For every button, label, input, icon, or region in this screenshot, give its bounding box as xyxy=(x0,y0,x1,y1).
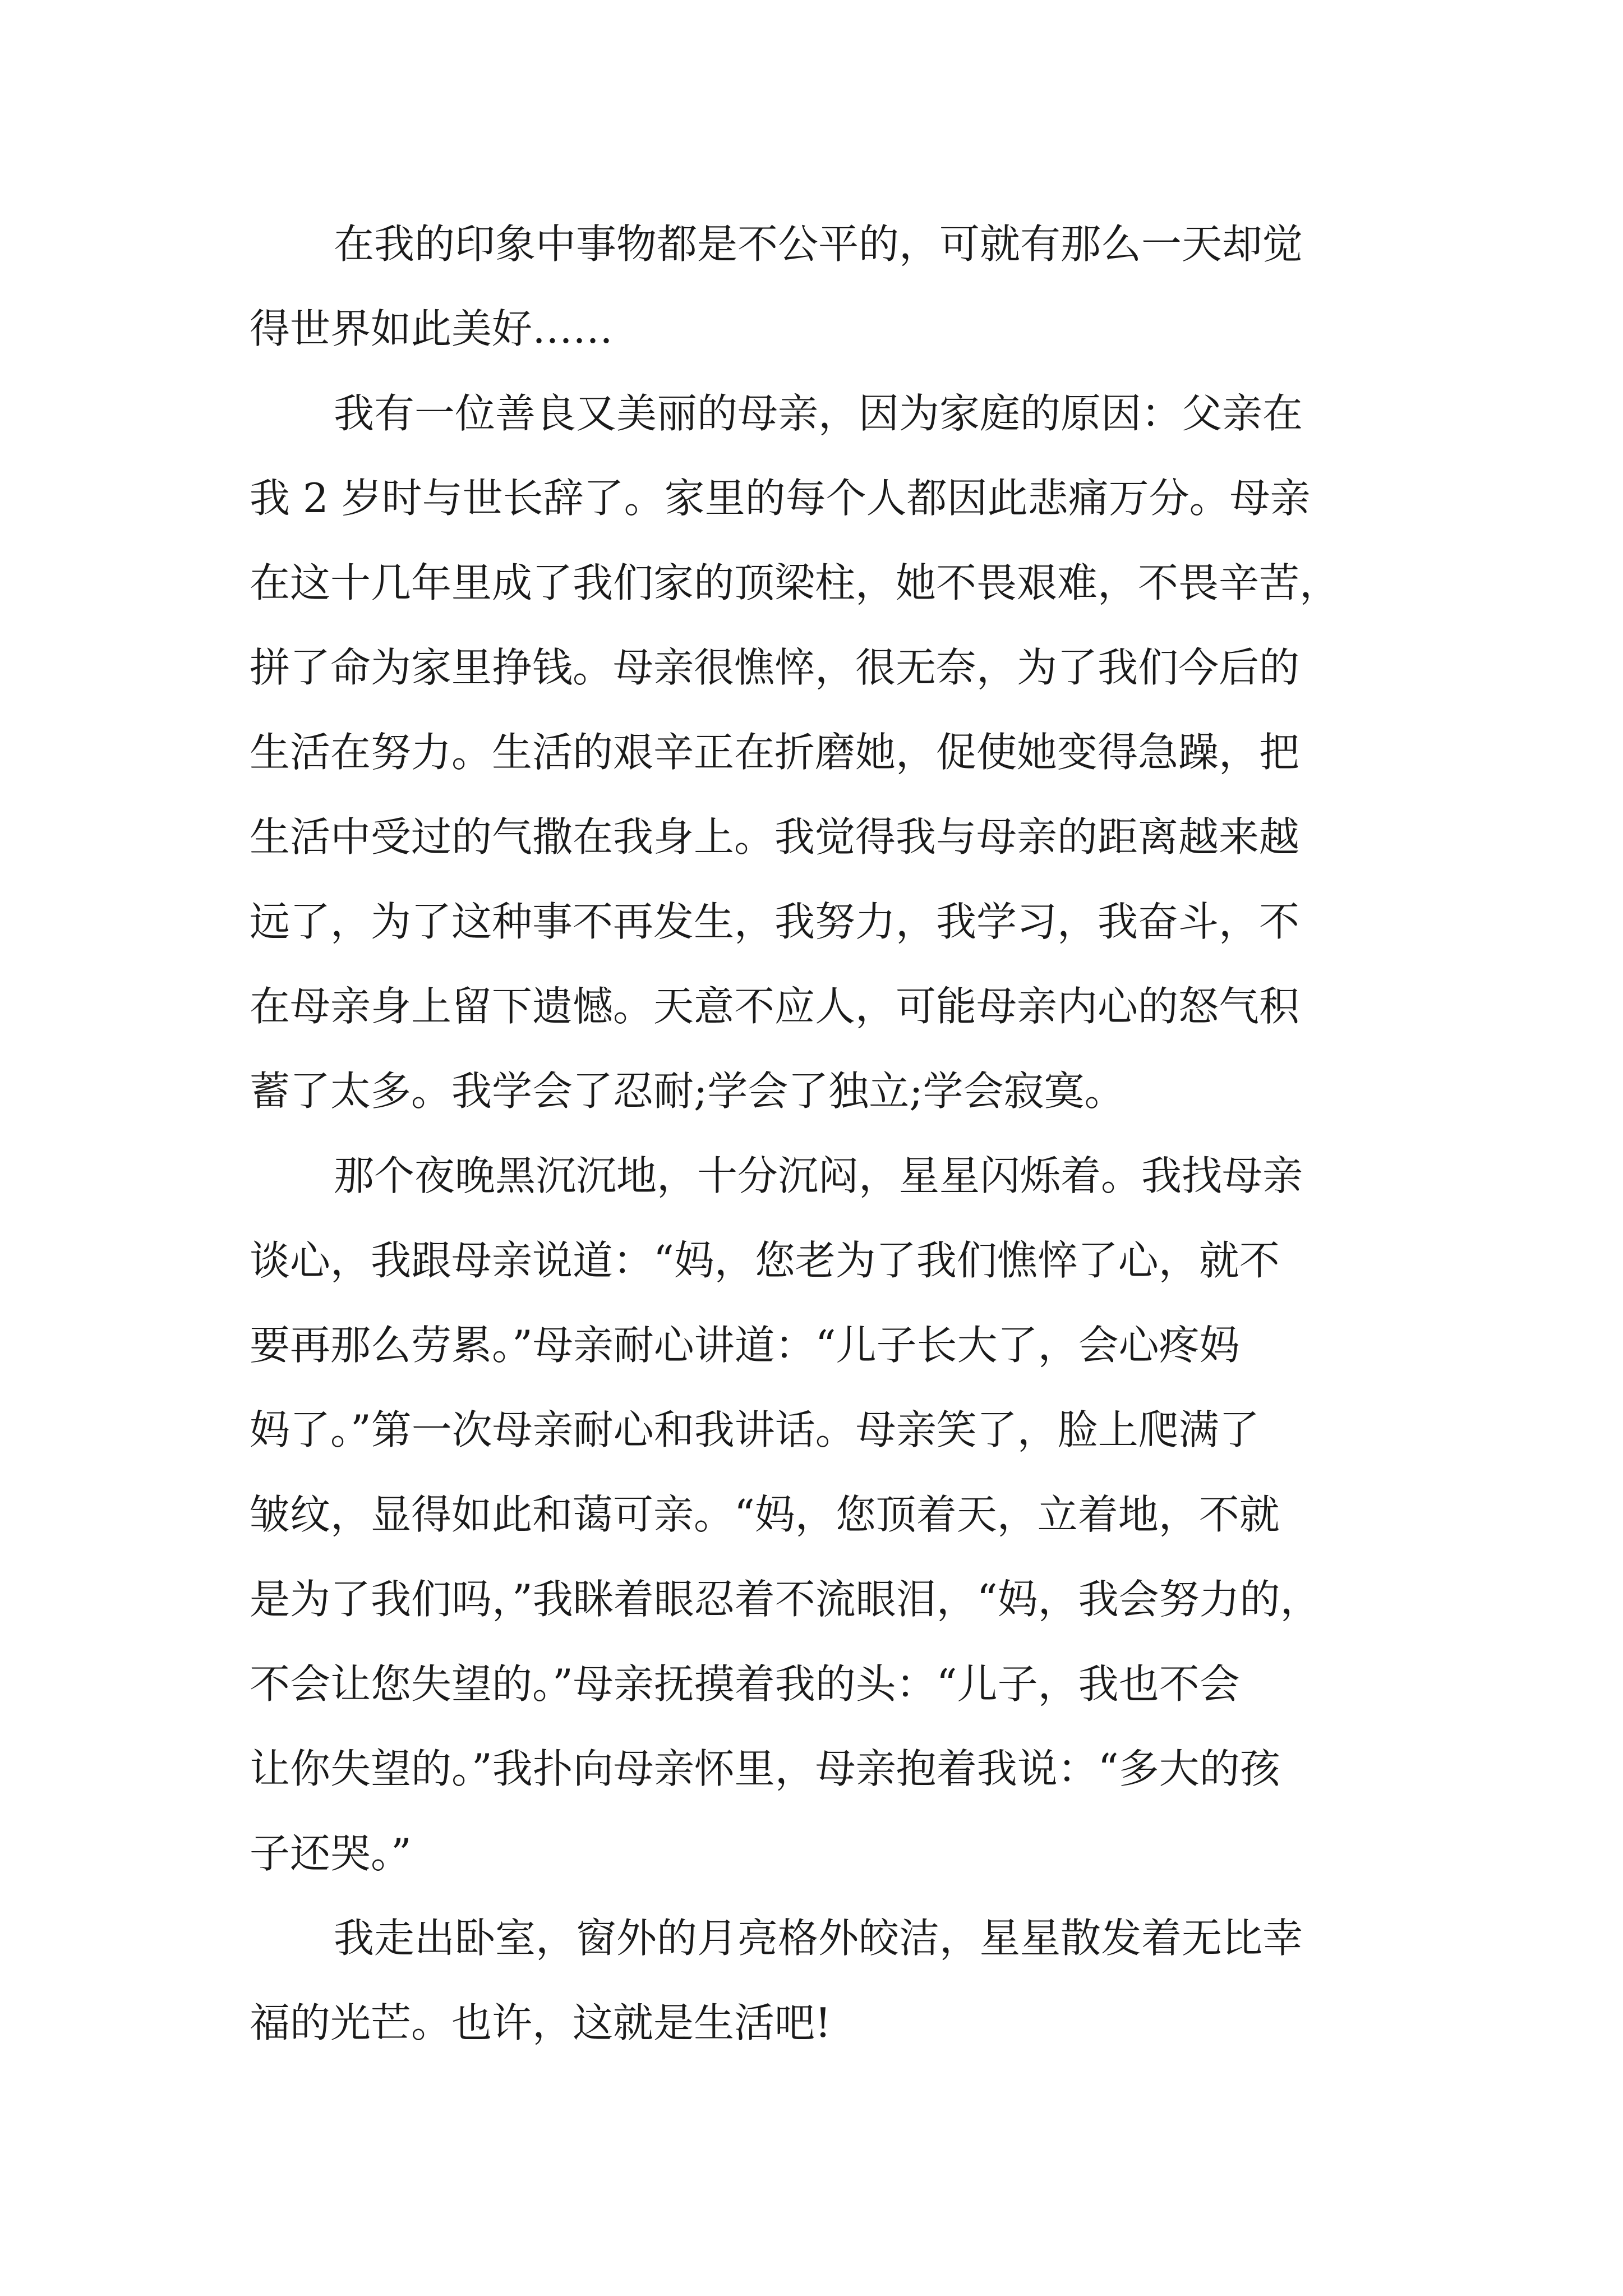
text-line: 要再那么劳累。”母亲耐心讲道：“儿子长大了，会心疼妈 xyxy=(250,1322,1240,1369)
text-line: 在我的印象中事物都是不公平的，可就有那么一天却觉 xyxy=(334,220,1303,268)
text-line: 让你失望的。”我扑向母亲怀里，母亲抱着我说：“多大的孩 xyxy=(250,1745,1280,1792)
text-line: 我走出卧室，窗外的月亮格外皎洁，星星散发着无比幸 xyxy=(334,1915,1303,1962)
text-line: 拼了命为家里挣钱。母亲很憔悴，很无奈，为了我们今后的 xyxy=(250,644,1300,691)
text-line: 生活中受过的气撒在我身上。我觉得我与母亲的距离越来越 xyxy=(250,813,1300,861)
text-line: 谈心，我跟母亲说道：“妈，您老为了我们憔悴了心，就不 xyxy=(250,1237,1280,1284)
text-line: 子还哭。” xyxy=(250,1830,412,1877)
text-line: 在这十几年里成了我们家的顶梁柱，她不畏艰难，不畏辛苦， xyxy=(250,559,1340,606)
text-line: 妈了。”第一次母亲耐心和我讲话。母亲笑了，脸上爬满了 xyxy=(250,1406,1260,1453)
text-line: 得世界如此美好…… xyxy=(250,305,614,352)
text-line: 蓄了太多。我学会了忍耐;学会了独立;学会寂寞。 xyxy=(250,1068,1125,1115)
text-line: 远了，为了这种事不再发生，我努力，我学习，我奋斗，不 xyxy=(250,898,1300,945)
text-line: 在母亲身上留下遗憾。天意不应人，可能母亲内心的怒气积 xyxy=(250,983,1300,1030)
text-line: 那个夜晚黑沉沉地，十分沉闷，星星闪烁着。我找母亲 xyxy=(334,1152,1303,1199)
text-line: 不会让您失望的。”母亲抚摸着我的头：“儿子，我也不会 xyxy=(250,1660,1240,1708)
text-line: 皱纹，显得如此和蔼可亲。“妈，您顶着天，立着地，不就 xyxy=(250,1491,1280,1538)
text-line: 我有一位善良又美丽的母亲，因为家庭的原因：父亲在 xyxy=(334,390,1303,437)
body-text xyxy=(250,202,1394,2065)
text-line: 我 2 岁时与世长辞了。家里的每个人都因此悲痛万分。母亲 xyxy=(250,475,1311,522)
text-line: 生活在努力。生活的艰辛正在折磨她，促使她变得急躁，把 xyxy=(250,729,1300,776)
text-line: 福的光芒。也许，这就是生活吧! xyxy=(250,1999,831,2046)
text-line: 是为了我们吗，”我眯着眼忍着不流眼泪，“妈，我会努力的， xyxy=(250,1576,1321,1623)
